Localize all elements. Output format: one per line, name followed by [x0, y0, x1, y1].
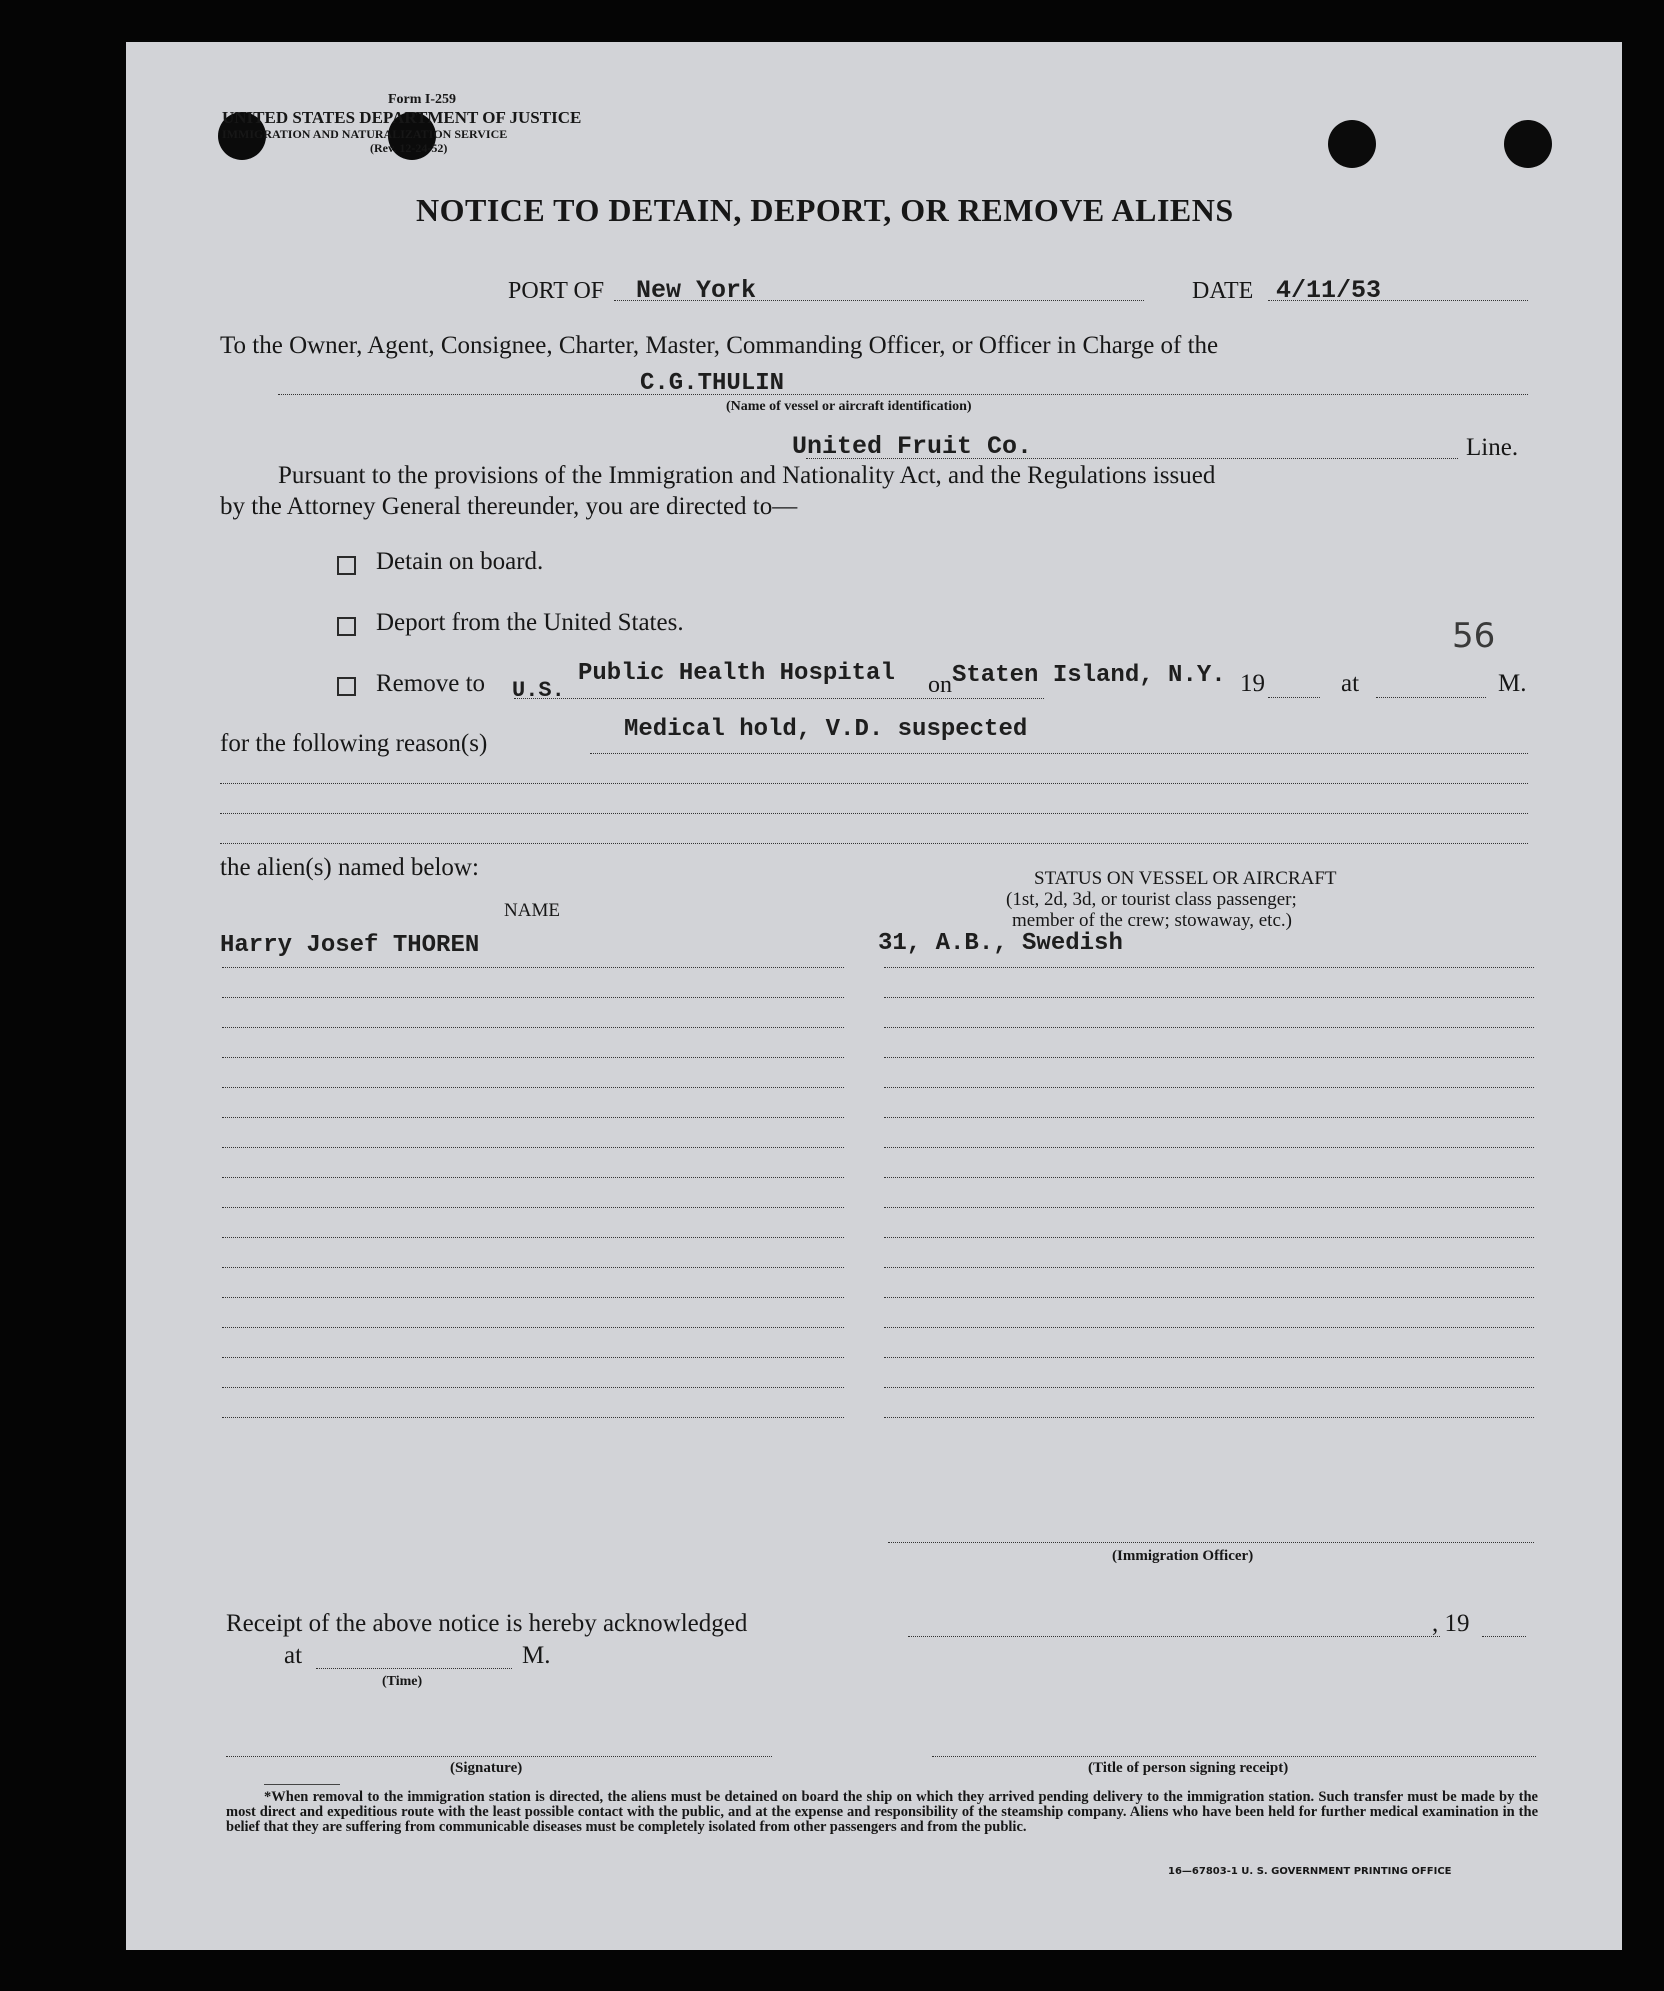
alien-entry-line	[884, 1027, 1534, 1028]
officer-signature-line	[888, 1542, 1534, 1543]
alien-entry-line	[222, 1297, 844, 1298]
receipt-at-label: at	[284, 1642, 303, 1669]
remove-time-line	[1376, 697, 1486, 698]
remove-checkbox[interactable]	[337, 677, 356, 696]
reason-label: for the following reason(s)	[220, 730, 488, 757]
remove-year-prefix: 19	[1240, 670, 1265, 697]
alien-entry-line	[222, 997, 844, 998]
alien-entry-line	[884, 1327, 1534, 1328]
alien-entry-line	[222, 1177, 844, 1178]
date-value: 4/11/53	[1276, 276, 1382, 305]
pursuant-text-1: Pursuant to the provisions of the Immigration and Nationality Act, and the Regulations issued	[278, 462, 1216, 489]
receipt-m-label: M.	[522, 1642, 551, 1669]
form-sheet	[126, 42, 1622, 1950]
alien-entry-line	[884, 1117, 1534, 1118]
remove-on-label: on	[928, 672, 952, 698]
remove-at-label: at	[1341, 670, 1360, 697]
alien-entry-line	[884, 1087, 1534, 1088]
detain-label: Detain on board.	[376, 548, 544, 575]
status-column-header: STATUS ON VESSEL OR AIRCRAFT	[1034, 868, 1337, 889]
reason-line-2	[220, 783, 1528, 784]
alien-entry-line	[884, 1207, 1534, 1208]
punch-hole	[1328, 120, 1376, 168]
alien-entry-line	[222, 1237, 844, 1238]
footnote: *When removal to the immigration station is directed, the aliens must be detained on board the ship on which they arrived pending delivery to the immigration station. Such transfer must be made by the most direct and expeditious route with the least possible contact with the public, and at the expense and responsibility of the steamship company. Aliens who have been held for further medical examination in the belief that they are suffering from communicable diseases must be completely isolated from other passengers and from the public.	[226, 1789, 1538, 1835]
receipt-year-prefix: , 19	[1432, 1610, 1470, 1637]
alien-entry-line	[884, 1357, 1534, 1358]
remove-location: Staten Island, N.Y.	[952, 662, 1226, 689]
alien-entry-line	[884, 1297, 1534, 1298]
date-label: DATE	[1192, 278, 1254, 304]
remove-destination-line	[514, 698, 1044, 699]
remove-label: Remove to	[376, 670, 486, 697]
receipt-year-line	[1482, 1636, 1526, 1637]
alien-entry-line	[222, 1087, 844, 1088]
alien-entry-line	[222, 1417, 844, 1418]
reason-line-3	[220, 813, 1528, 814]
status-subheader-1: (1st, 2d, 3d, or tourist class passenger;	[1006, 889, 1297, 910]
alien-status: 31, A.B., Swedish	[878, 930, 1123, 957]
vessel-line	[278, 394, 1528, 395]
form-title: NOTICE TO DETAIN, DEPORT, OR REMOVE ALIENS	[416, 192, 1234, 228]
line-label: Line.	[1466, 434, 1519, 461]
alien-entry-line	[884, 1417, 1534, 1418]
alien-entry-line	[222, 1387, 844, 1388]
alien-name: Harry Josef THOREN	[220, 932, 480, 959]
deport-label: Deport from the United States.	[376, 609, 684, 636]
name-column-header: NAME	[504, 900, 560, 921]
alien-entry-line	[222, 1117, 844, 1118]
alien-entry-line	[884, 1387, 1534, 1388]
port-value: New York	[636, 276, 757, 305]
footnote-rule	[264, 1784, 340, 1785]
alien-entry-line	[222, 967, 844, 968]
deport-checkbox[interactable]	[337, 617, 356, 636]
alien-entry-line	[884, 1147, 1534, 1148]
alien-entry-line	[222, 1327, 844, 1328]
receipt-date-line	[908, 1636, 1440, 1637]
signature-caption: (Signature)	[450, 1760, 523, 1776]
remove-m-label: M.	[1498, 670, 1527, 697]
alien-entry-line	[222, 1027, 844, 1028]
reason-line-4	[220, 843, 1528, 844]
alien-entry-line	[884, 1237, 1534, 1238]
line-value: United Fruit Co.	[792, 432, 1033, 461]
alien-entry-line	[884, 1177, 1534, 1178]
department: UNITED STATES DEPARTMENT OF JUSTICE	[222, 108, 582, 127]
alien-entry-line	[222, 1267, 844, 1268]
time-caption: (Time)	[382, 1674, 423, 1689]
service: IMMIGRATION AND NATURALIZATION SERVICE	[222, 127, 508, 141]
alien-entry-line	[884, 1057, 1534, 1058]
vessel-caption: (Name of vessel or aircraft identification)	[726, 399, 972, 414]
punch-hole	[1504, 120, 1552, 168]
status-subheader-2: member of the crew; stowaway, etc.)	[1012, 910, 1292, 931]
alien-entry-line	[884, 997, 1534, 998]
alien-entry-line	[222, 1207, 844, 1208]
receipt-time-line	[316, 1668, 512, 1669]
printer-mark: 16—67803-1 U. S. GOVERNMENT PRINTING OFFICE	[1168, 1866, 1452, 1877]
addressee-text: To the Owner, Agent, Consignee, Charter, Master, Commanding Officer, or Officer in Charge of the	[220, 332, 1219, 359]
alien-entry-line	[884, 1267, 1534, 1268]
alien-entry-line	[222, 1147, 844, 1148]
remove-year-handwritten: 56	[1452, 616, 1496, 656]
title-line	[932, 1756, 1536, 1757]
officer-caption: (Immigration Officer)	[1112, 1548, 1254, 1564]
alien-entry-line	[222, 1357, 844, 1358]
remove-destination: Public Health Hospital	[578, 660, 895, 687]
title-caption: (Title of person signing receipt)	[1088, 1760, 1289, 1776]
receipt-text: Receipt of the above notice is hereby acknowledged	[226, 1610, 748, 1637]
alien-entry-line	[222, 1057, 844, 1058]
signature-line	[226, 1756, 772, 1757]
alien-entry-line	[884, 967, 1534, 968]
remove-destination-prefix: U.S.	[512, 678, 565, 703]
aliens-intro: the alien(s) named below:	[220, 854, 479, 881]
reason-line-1	[590, 753, 1528, 754]
detain-checkbox[interactable]	[337, 556, 356, 575]
port-label: PORT OF	[508, 278, 605, 304]
remove-year-line	[1268, 697, 1320, 698]
pursuant-text-2: by the Attorney General thereunder, you are directed to—	[220, 493, 798, 520]
reason-value: Medical hold, V.D. suspected	[624, 716, 1028, 743]
vessel-name: C.G.THULIN	[640, 370, 785, 397]
form-revision: (Rev. 12-24-52)	[370, 141, 448, 155]
form-number: Form I-259	[388, 92, 457, 107]
